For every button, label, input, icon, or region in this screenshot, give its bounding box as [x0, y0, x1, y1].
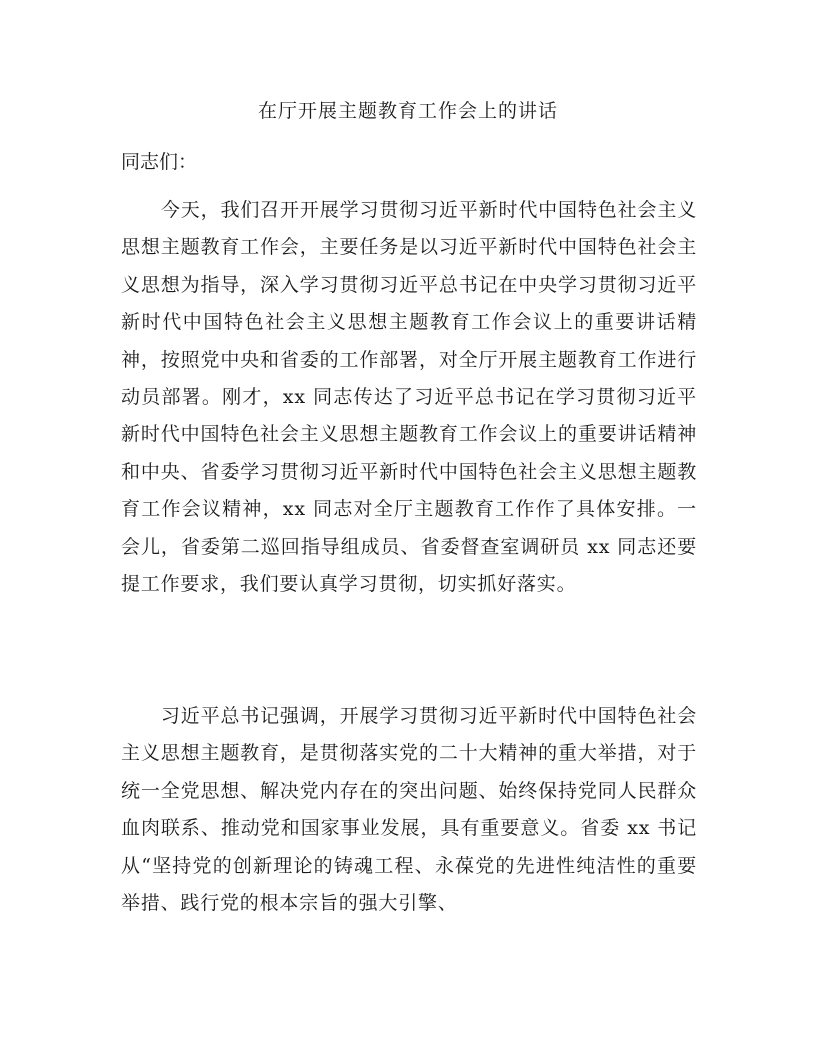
- document-title: 在厅开展主题教育工作会上的讲话: [257, 100, 558, 122]
- paragraph-1: 今天，我们召开开展学习贯彻习近平新时代中国特色社会主义思想主题教育工作会，主要任务是以习近平新时代中国特色社会主义思想为指导，深入学习贯彻习近平总书记在中央学习贯彻习近平新时代中国特色社会主义思想主题教育工作会议上的重要讲话精神，按照党中央和省委的工作部署，对全厅开展主题教育工作进行动员部署。刚才，xx 同志传达了习近平总书记在学习贯彻习近平新时代中国特色社会主义思想主题教育工作会议上的重要讲话精神和中央、省委学习贯彻习近平新时代中国特色社会主义思想主题教育工作会议精神，xx 同志对全厅主题教育工作作了具体安排。一会儿，省委第二巡回指导组成员、省委督查室调研员 xx 同志还要提工作要求，我们要认真学习贯彻，切实抓好落实。: [121, 199, 697, 596]
- paragraph-2: 习近平总书记强调，开展学习贯彻习近平新时代中国特色社会主义思想主题教育，是贯彻落实党的二十大精神的重大举措，对于统一全党思想、解决党内存在的突出问题、始终保持党同人民群众血肉联系、推动党和国家事业发展，具有重要意义。省委 xx 书记从“坚持党的创新理论的铸魂工程、永葆党的先进性纯洁性的重要举措、践行党的根本宗旨的强大引擎、: [121, 705, 697, 915]
- salutation: 同志们：: [121, 151, 198, 173]
